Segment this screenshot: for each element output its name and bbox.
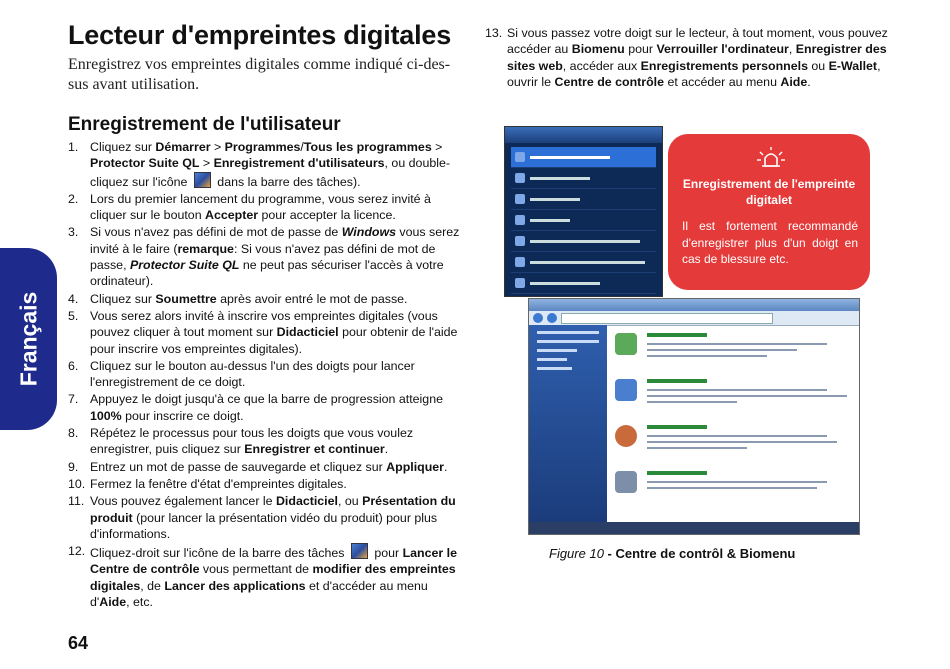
text-run: Lors du premier lancement du programme, vous serez invité à cliquer sur le bouton bbox=[90, 191, 431, 223]
text-run: Protector Suite QL bbox=[129, 258, 240, 273]
step-item bbox=[68, 139, 468, 190]
warning-box bbox=[668, 134, 870, 290]
warning-title: Enregistrement de l'empreinte digitalet bbox=[682, 177, 856, 207]
text-run: Entrez un mot de passe de sauvegarde et cliquez sur bbox=[90, 459, 387, 474]
text-run: vous serez invité à le faire ( bbox=[90, 225, 460, 256]
text-run: Windows bbox=[341, 225, 396, 240]
step-number: 11. bbox=[68, 494, 85, 509]
text-run: Vous pouvez également lancer le bbox=[90, 494, 276, 509]
text-run: . bbox=[444, 459, 448, 474]
step-number: 1. bbox=[68, 140, 79, 154]
text-run: Aide bbox=[99, 595, 127, 610]
text-run: Présentation du produit bbox=[90, 494, 456, 525]
text-run: E-Wallet bbox=[828, 58, 878, 73]
language-side-tab bbox=[0, 248, 57, 430]
text-run: Enregistrer des sites web bbox=[507, 42, 887, 73]
text-run: Vous serez alors invité à inscrire vos empreintes digitales (vous pouvez cliquer à tout moment sur bbox=[90, 308, 438, 340]
step-item bbox=[68, 459, 468, 475]
taskbar-fingerprint-icon bbox=[194, 172, 211, 188]
step-item bbox=[68, 224, 468, 289]
step-number: 10. bbox=[68, 476, 86, 491]
page-number: 64 bbox=[68, 633, 89, 653]
step-item bbox=[68, 191, 468, 224]
text-run: Verrouiller l'ordinateur bbox=[656, 42, 789, 57]
taskbar-fingerprint-icon bbox=[351, 543, 368, 559]
text-run: , etc. bbox=[126, 595, 153, 610]
text-run: ne peut pas sécuriser l'accès à votre ordinateur). bbox=[90, 258, 444, 289]
section-title: Enregistrement de l'utilisateur bbox=[68, 114, 341, 135]
text-run: / bbox=[300, 140, 304, 154]
text-run: Didacticiel bbox=[275, 494, 338, 509]
text-run: Lancer le Centre de contrôle bbox=[90, 546, 457, 577]
step-item bbox=[68, 476, 468, 492]
step-number: 13. bbox=[485, 26, 503, 40]
step-number: 3. bbox=[68, 225, 79, 240]
figure-title: - Centre de contrôl & Biomenu bbox=[603, 546, 796, 561]
text-run: , ou bbox=[337, 494, 363, 509]
text-run: (pour lancer la présentation vidéo du produit) pour plus d'informations. bbox=[90, 510, 438, 541]
step-number: 6. bbox=[68, 358, 79, 373]
step-item bbox=[68, 291, 468, 307]
text-run: Appliquer bbox=[386, 459, 444, 474]
text-run: Programmes bbox=[224, 140, 301, 154]
text-run: Si vous n'avez pas défini de mot de passe de bbox=[90, 225, 342, 240]
text-run: Si vous passez votre doigt sur le lecteur, à tout moment, vous pouvez accéder au bbox=[507, 26, 888, 57]
text-run: Accepter bbox=[205, 208, 259, 223]
text-run: et accéder au menu bbox=[664, 74, 781, 89]
text-run: Cliquez sur bbox=[90, 291, 156, 306]
text-run: 100% bbox=[90, 408, 122, 423]
text-run: Fermez la fenêtre d'état d'empreintes digitales. bbox=[90, 476, 347, 491]
figure-caption bbox=[549, 546, 795, 561]
text-run: Démarrer bbox=[155, 140, 211, 154]
text-run: , accéder aux bbox=[562, 58, 641, 73]
text-run: Soumettre bbox=[155, 291, 217, 306]
text-run: Didacticiel bbox=[276, 325, 339, 340]
text-run: vous permettant de bbox=[199, 562, 313, 577]
text-run: : Si vous n'avez pas défini de mot de passe, bbox=[90, 241, 436, 273]
step-item bbox=[68, 308, 468, 357]
step-number: 8. bbox=[68, 426, 79, 441]
text-run: Enregistrement d'utilisateurs bbox=[213, 156, 385, 171]
text-run: Cliquez-droit sur l'icône de la barre des tâches bbox=[90, 546, 348, 561]
text-run: Répétez le processus pour tous les doigts que vous voulez enregistrer, puis cliquez sur bbox=[90, 426, 414, 457]
figure-label: Figure 10 bbox=[549, 546, 604, 561]
text-run: Protector Suite QL bbox=[90, 156, 200, 171]
text-run: Cliquez sur bbox=[90, 140, 156, 154]
text-run: pour accepter la licence. bbox=[258, 208, 396, 223]
text-run: > bbox=[210, 140, 225, 154]
warning-body: Il est fortement recommandé d'enregistrer plus d'un doigt en cas de blessure etc. bbox=[682, 219, 858, 266]
text-run: . bbox=[384, 442, 389, 457]
text-run: , ou double-cliquez sur l'icône bbox=[90, 156, 450, 189]
text-run: Aide bbox=[780, 74, 808, 89]
text-run: pour obtenir de l'aide pour inscrire vos empreintes digitales). bbox=[90, 325, 458, 356]
text-run: > bbox=[431, 140, 443, 154]
step-item bbox=[68, 391, 468, 424]
step-item bbox=[68, 543, 468, 610]
step-item bbox=[68, 358, 468, 391]
text-run: Enregistrer et continuer bbox=[244, 442, 385, 457]
text-run: Biomenu bbox=[571, 42, 625, 57]
step-item bbox=[68, 493, 468, 542]
text-run: pour inscrire ce doigt. bbox=[121, 408, 244, 423]
alarm-bell-icon bbox=[756, 146, 786, 170]
text-run: Centre de contrôle bbox=[554, 74, 664, 89]
step-number: 12. bbox=[68, 544, 86, 559]
step-item bbox=[68, 425, 468, 458]
text-run: , ouvrir le bbox=[507, 58, 881, 89]
text-run: modifier des empreintes digitales bbox=[90, 562, 456, 593]
step-number: 7. bbox=[68, 392, 79, 407]
step-13 bbox=[485, 25, 907, 90]
text-run: > bbox=[199, 156, 214, 171]
language-label: Français bbox=[15, 291, 41, 387]
biomenu-screenshot bbox=[504, 126, 663, 297]
text-run: pour bbox=[370, 546, 403, 561]
steps-list bbox=[68, 139, 468, 611]
text-run: ou bbox=[807, 58, 829, 73]
text-run: Enregistrements personnels bbox=[640, 58, 808, 73]
page-title: Lecteur d'empreintes digitales bbox=[68, 20, 452, 50]
step-number: 2. bbox=[68, 191, 79, 206]
step-number: 9. bbox=[68, 459, 79, 474]
text-run: Tous les programmes bbox=[303, 140, 432, 154]
text-run: , de bbox=[140, 578, 165, 593]
text-run: . bbox=[807, 74, 811, 89]
step-number: 5. bbox=[68, 308, 79, 323]
intro-text: Enregistrez vos empreintes digitales comme indiqué ci-des-sus avant utilisation. bbox=[68, 56, 451, 93]
text-run: Cliquez sur le bouton au-dessus l'un des doigts pour lancer l'enregistrement de ce doigt. bbox=[90, 358, 415, 390]
text-run: Appuyez le doigt jusqu'à ce que la barre de progression atteigne bbox=[90, 392, 443, 407]
text-run: pour bbox=[624, 42, 657, 57]
text-run: dans la barre des tâches). bbox=[213, 174, 361, 189]
control-center-screenshot bbox=[528, 298, 860, 535]
text-run: remarque bbox=[177, 241, 234, 256]
text-run: et d'accéder au menu d' bbox=[90, 578, 428, 610]
text-run: après avoir entré le mot de passe. bbox=[216, 291, 408, 306]
text-run: Lancer des applications bbox=[164, 578, 306, 593]
text-run: , bbox=[788, 42, 796, 57]
step-number: 4. bbox=[68, 291, 79, 306]
